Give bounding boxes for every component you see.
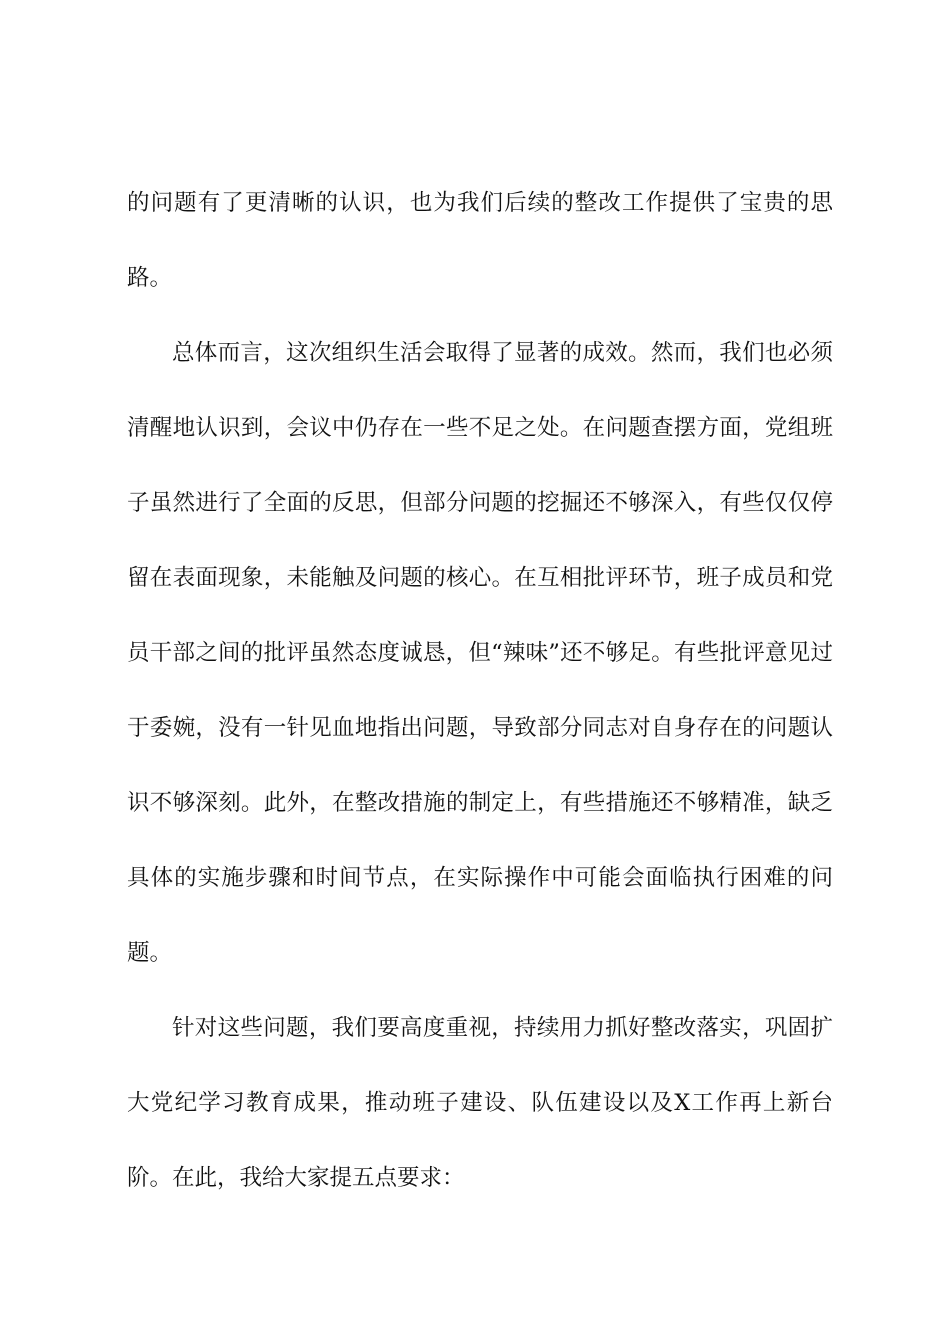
paragraph-summary-shortcomings: 总体而言，这次组织生活会取得了显著的成效。然而，我们也必须清醒地认识到，会议中仍存在一些不足之处。在问题查摆方面，党组班子虽然进行了全面的反思，但部分问题的挖掘还不够深入，有些仅仅停留在表面现象，未能触及问题的核心。在互相批评环节，班子成员和党员干部之间的批评虽然态度诚恳，但“辣味”还不够足。有些批评意见过于委婉，没有一针见血地指出问题，导致部分同志对自身存在的问题认识不够深刻。此外，在整改措施的制定上，有些措施还不够精准，缺乏具体的实施步骤和时间节点，在实际操作中可能会面临执行困难的问题。 [127,340,833,966]
paragraph-continuation: 的问题有了更清晰的认识，也为我们后续的整改工作提供了宝贵的思路。 [127,190,833,291]
document-body [127,166,833,1216]
paragraph-requirements-intro: 针对这些问题，我们要高度重视，持续用力抓好整改落实，巩固扩大党纪学习教育成果，推动班子建设、队伍建设以及X工作再上新台阶。在此，我给大家提五点要求： [127,1015,833,1191]
